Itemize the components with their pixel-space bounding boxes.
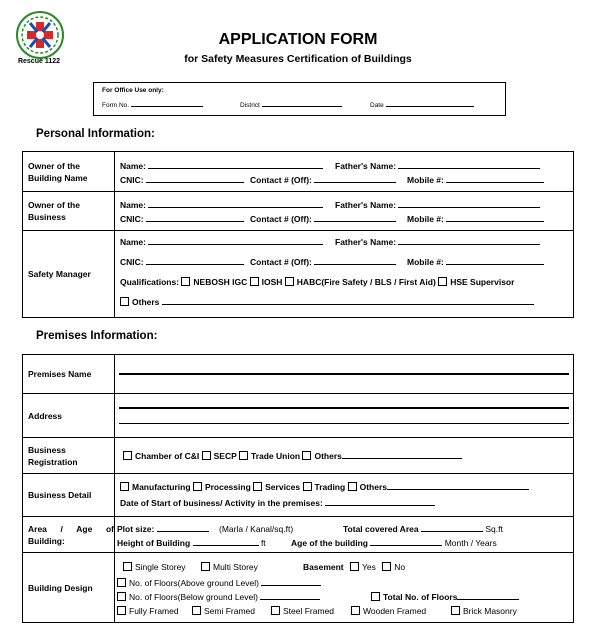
personal-info-heading: Personal Information: [36, 128, 155, 140]
address-line-2[interactable] [119, 423, 569, 425]
month-years-label: Month / Years [444, 537, 497, 548]
basement-no-checkbox[interactable] [382, 562, 391, 571]
floors-below-field[interactable] [260, 593, 320, 600]
start-date-label: Date of Start of business/ Activity in the premises: [120, 498, 323, 508]
nebosh-label: NEBOSH IGC [193, 277, 248, 287]
owner-business-contact-field[interactable] [314, 215, 396, 222]
premises-name-label: Premises Name [23, 355, 115, 394]
cnic-label: CNIC: [120, 214, 144, 224]
premises-info-heading: Premises Information: [36, 330, 158, 342]
total-floors-checkbox[interactable] [371, 592, 380, 601]
name-label: Name: [120, 200, 146, 210]
plot-size-field[interactable] [157, 525, 209, 532]
cnic-label: CNIC: [120, 257, 144, 267]
trading-checkbox[interactable] [303, 482, 312, 491]
multi-storey-label: Multi Storey [213, 561, 258, 572]
floors-above-checkbox[interactable] [117, 578, 126, 587]
bd-others-checkbox[interactable] [348, 482, 357, 491]
semi-framed-checkbox[interactable] [192, 606, 201, 615]
iosh-label: IOSH [261, 277, 283, 287]
hse-checkbox[interactable] [438, 277, 447, 286]
mobile-label: Mobile #: [407, 214, 444, 224]
no-label: No [394, 561, 406, 572]
owner-building-contact-field[interactable] [314, 176, 396, 183]
name-label: Name: [120, 237, 146, 247]
bd-others-field[interactable] [387, 483, 529, 490]
others-label: Others [132, 297, 160, 307]
owner-business-mobile-field[interactable] [446, 215, 544, 222]
owner-building-cnic-field[interactable] [146, 176, 244, 183]
name-label: Name: [120, 160, 146, 171]
owner-business-father-field[interactable] [398, 201, 540, 208]
semi-framed-label: Semi Framed [204, 605, 256, 616]
owner-business-label: Owner of the Business [23, 192, 115, 231]
multi-storey-checkbox[interactable] [201, 562, 210, 571]
services-label: Services [265, 482, 301, 492]
contact-label: Contact # (Off): [250, 174, 312, 185]
habc-label: HABC(Fire Safety / BLS / First Aid) [296, 277, 436, 287]
mobile-label: Mobile #: [407, 257, 444, 267]
total-floors-field[interactable] [457, 593, 519, 600]
owner-building-father-field[interactable] [398, 162, 540, 169]
office-use-heading: For Office Use only: [102, 87, 164, 94]
father-name-label: Father's Name: [335, 200, 397, 210]
premises-name-field[interactable] [119, 373, 569, 375]
safety-manager-cnic-field[interactable] [146, 258, 244, 265]
fully-framed-checkbox[interactable] [117, 606, 126, 615]
wooden-framed-checkbox[interactable] [351, 606, 360, 615]
basement-yes-checkbox[interactable] [350, 562, 359, 571]
reg-others-field[interactable] [342, 452, 462, 459]
processing-label: Processing [204, 482, 251, 492]
safety-manager-label: Safety Manager [23, 231, 115, 318]
covered-area-field[interactable] [421, 525, 483, 532]
age-field[interactable] [370, 539, 442, 546]
qualifications-label: Qualifications: [120, 277, 180, 287]
mobile-label: Mobile #: [407, 174, 444, 185]
trade-union-label: Trade Union [250, 450, 301, 461]
safety-manager-contact-field[interactable] [314, 258, 396, 265]
fully-framed-label: Fully Framed [129, 605, 179, 616]
owner-building-mobile-field[interactable] [446, 176, 544, 183]
floors-below-checkbox[interactable] [117, 592, 126, 601]
safety-manager-father-field[interactable] [398, 238, 540, 245]
floors-below-label: No. of Floors(Below ground Level) [129, 591, 258, 602]
yes-label: Yes [362, 561, 376, 572]
brick-masonry-label: Brick Masonry [463, 605, 517, 616]
trading-label: Trading [314, 482, 346, 492]
iosh-checkbox[interactable] [250, 277, 259, 286]
building-design-label: Building Design [23, 553, 115, 623]
wooden-framed-label: Wooden Framed [363, 605, 427, 616]
district-field[interactable] [262, 100, 342, 107]
business-detail-label: Business Detail [23, 474, 115, 517]
floors-above-label: No. of Floors(Above ground Level) [129, 577, 259, 588]
cnic-label: CNIC: [120, 174, 144, 185]
age-label: Age of the building [291, 537, 368, 548]
owner-business-name-field[interactable] [148, 201, 323, 208]
logo-caption: Rescue 1122 [17, 58, 61, 65]
business-registration-label: Business Registration [23, 438, 115, 474]
services-checkbox[interactable] [253, 482, 262, 491]
form-subtitle: for Safety Measures Certification of Buildings [184, 53, 412, 65]
address-line-1[interactable] [119, 407, 569, 409]
date-field[interactable] [386, 100, 474, 107]
trade-union-checkbox[interactable] [239, 451, 248, 460]
father-name-label: Father's Name: [335, 237, 397, 247]
others-field[interactable] [162, 298, 534, 305]
sqft-label: Sq.ft [485, 523, 503, 534]
plot-units-label: (Marla / Kanal/sq.ft) [219, 523, 294, 534]
plot-size-label: Plot size: [117, 523, 155, 534]
district-label: District [240, 102, 260, 109]
safety-manager-name-field[interactable] [148, 238, 323, 245]
safety-manager-mobile-field[interactable] [446, 258, 544, 265]
height-field[interactable] [193, 539, 259, 546]
steel-framed-label: Steel Framed [283, 605, 335, 616]
contact-label: Contact # (Off): [250, 214, 312, 224]
owner-business-cnic-field[interactable] [146, 215, 244, 222]
bd-others-label: Others [359, 482, 387, 492]
father-name-label: Father's Name: [335, 160, 397, 171]
form-no-field[interactable] [131, 100, 203, 107]
premises-info-table [22, 354, 574, 623]
reg-others-label: Others [314, 450, 342, 461]
steel-framed-checkbox[interactable] [271, 606, 280, 615]
chamber-checkbox[interactable] [123, 451, 132, 460]
form-no-label: Form No. [102, 102, 130, 109]
habc-checkbox[interactable] [285, 277, 294, 286]
owner-building-label: Owner of the Building Name [23, 152, 115, 192]
others-checkbox[interactable] [120, 297, 129, 306]
personal-info-table [22, 151, 574, 318]
single-storey-label: Single Storey [135, 561, 186, 572]
address-label: Address [23, 394, 115, 438]
form-title: APPLICATION FORM [218, 31, 378, 48]
area-age-label: Area / Age of Building: [23, 517, 115, 553]
brick-masonry-checkbox[interactable] [451, 606, 460, 615]
owner-building-name-field[interactable] [148, 162, 323, 169]
manufacturing-label: Manufacturing [132, 482, 191, 492]
basement-label: Basement [303, 561, 344, 572]
single-storey-checkbox[interactable] [123, 562, 132, 571]
nebosh-checkbox[interactable] [181, 277, 190, 286]
manufacturing-checkbox[interactable] [120, 482, 129, 491]
height-label: Height of Building [117, 537, 191, 548]
floors-above-field[interactable] [261, 579, 321, 586]
total-floors-label: Total No. of Floors [383, 591, 458, 602]
ft-label: ft [260, 537, 266, 548]
covered-area-label: Total covered Area [343, 523, 419, 534]
secp-checkbox[interactable] [202, 451, 211, 460]
reg-others-checkbox[interactable] [302, 451, 311, 460]
chamber-label: Chamber of C&I [135, 450, 200, 461]
start-date-field[interactable] [325, 499, 435, 506]
office-use-box [93, 82, 506, 116]
processing-checkbox[interactable] [193, 482, 202, 491]
contact-label: Contact # (Off): [250, 257, 312, 267]
date-label: Date [370, 102, 384, 109]
hse-label: HSE Supervisor [450, 277, 515, 287]
secp-label: SECP [213, 450, 237, 461]
